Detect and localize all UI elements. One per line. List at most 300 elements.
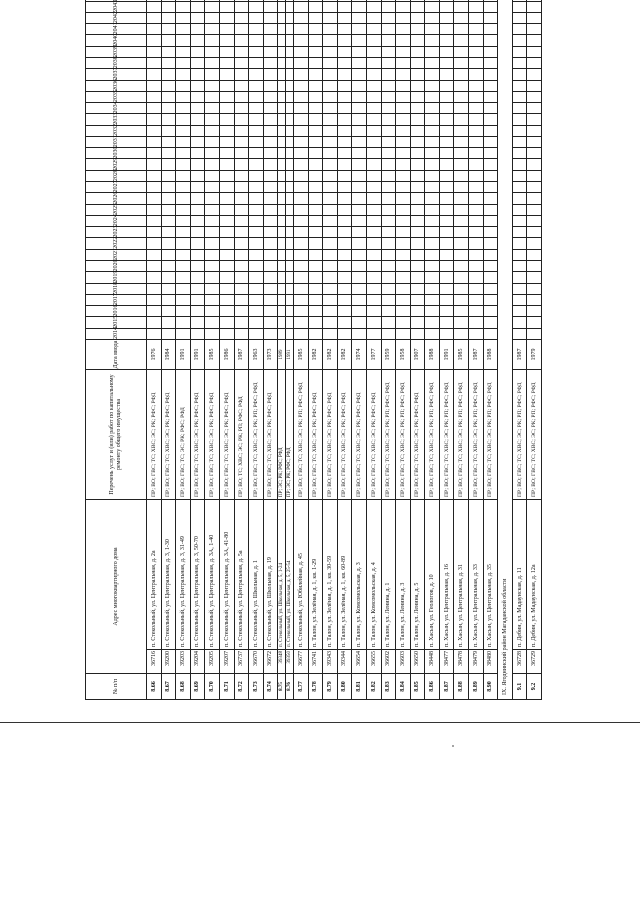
year-cell-2044: [234, 0, 249, 1]
year-cell-2029: [469, 159, 484, 170]
table-row: [147, 0, 162, 700]
row-number: 8.87: [439, 674, 454, 700]
year-cell-2027: [366, 182, 381, 193]
year-cell-2034: [396, 103, 411, 114]
year-cell-2029: [147, 159, 162, 170]
year-cell-2036: [410, 80, 425, 91]
house-code: 36677: [293, 650, 308, 674]
year-cell-2020: [396, 261, 411, 272]
year-cell-2032: [161, 125, 176, 136]
year-cell-2022: [469, 238, 484, 249]
year-cell-2044: [454, 0, 469, 1]
year-cell-2017: [286, 294, 294, 305]
year-cell-2031: [249, 136, 264, 147]
service-list: ПР; ВО; ГВС; ТС; ХВС; ЭС; РК; РП; РФС; РФД: [425, 370, 440, 500]
year-cell-2041: [381, 24, 396, 35]
year-cell-2024: [293, 215, 308, 226]
year-cell-2028: [483, 170, 498, 181]
house-address: п. Талон, ул. Комсомольская, д. 3: [352, 500, 367, 650]
year-built: 1976: [147, 340, 162, 370]
year-cell-2021: [278, 249, 286, 260]
year-cell-2016: [366, 306, 381, 317]
year-cell-2025: [263, 204, 278, 215]
year-cell-2033: [147, 114, 162, 125]
year-cell-2017: [249, 294, 264, 305]
year-built: 1979: [527, 340, 542, 370]
year-cell-2028: [286, 170, 294, 181]
year-cell-2041: [286, 24, 294, 35]
year-cell-2041: [205, 24, 220, 35]
year-cell-2016: [439, 306, 454, 317]
row-number: 8.72: [234, 674, 249, 700]
year-cell-2016: [176, 306, 191, 317]
year-cell-2036: [337, 80, 352, 91]
year-cell-2021: [205, 249, 220, 260]
year-cell-2026: [205, 193, 220, 204]
year-cell-2031: [381, 136, 396, 147]
year-cell-2040: [147, 35, 162, 46]
year-cell-2044: [527, 0, 542, 1]
year-cell-2017: [396, 294, 411, 305]
year-cell-2024: [219, 215, 234, 226]
year-cell-2022: [278, 238, 286, 249]
year-cell-2040: [366, 35, 381, 46]
year-cell-2034: [219, 103, 234, 114]
header-year-2020: 2020: [86, 261, 147, 272]
year-cell-2041: [263, 24, 278, 35]
house-code: 38479: [469, 650, 484, 674]
year-cell-2019: [439, 272, 454, 283]
year-cell-2030: [352, 148, 367, 159]
year-cell-2034: [176, 103, 191, 114]
year-cell-2037: [190, 69, 205, 80]
year-cell-2026: [337, 193, 352, 204]
year-cell-2044: [278, 0, 286, 1]
table-row: [234, 0, 249, 700]
year-cell-2038: [454, 57, 469, 68]
year-cell-2018: [176, 283, 191, 294]
year-built: 1985: [293, 340, 308, 370]
year-cell-2021: [454, 249, 469, 260]
year-cell-2019: [293, 272, 308, 283]
year-cell-2039: [263, 46, 278, 57]
year-cell-2019: [308, 272, 323, 283]
year-cell-2044: [190, 0, 205, 1]
year-cell-2022: [190, 238, 205, 249]
year-cell-2022: [425, 238, 440, 249]
service-list: ПР; ВО; ГВС; ТС; ХВС; ЭС; РК; РФС; РФД: [308, 370, 323, 500]
year-cell-2027: [454, 182, 469, 193]
year-cell-2017: [293, 294, 308, 305]
year-cell-2017: [439, 294, 454, 305]
year-cell-2038: [396, 57, 411, 68]
year-cell-2029: [205, 159, 220, 170]
year-built: 1958: [396, 340, 411, 370]
house-code: 39205: [205, 650, 220, 674]
year-cell-2028: [205, 170, 220, 181]
year-cell-2028: [234, 170, 249, 181]
year-cell-2033: [512, 114, 527, 125]
row-number: 9.1: [512, 674, 527, 700]
year-cell-2016: [425, 306, 440, 317]
year-cell-2015: [190, 317, 205, 328]
year-cell-2022: [219, 238, 234, 249]
year-cell-2015: [308, 317, 323, 328]
year-cell-2028: [527, 170, 542, 181]
year-cell-2036: [454, 80, 469, 91]
year-cell-2031: [527, 136, 542, 147]
year-cell-2039: [234, 46, 249, 57]
year-cell-2036: [234, 80, 249, 91]
year-cell-2022: [293, 238, 308, 249]
year-cell-2032: [410, 125, 425, 136]
year-cell-2024: [410, 215, 425, 226]
year-cell-2035: [293, 91, 308, 102]
year-cell-2030: [410, 148, 425, 159]
year-cell-2035: [512, 91, 527, 102]
scan-speck: [452, 745, 454, 747]
house-address: п. Стекольный, ул. Юбилейная, д. 45: [293, 500, 308, 650]
year-cell-2043: [278, 1, 286, 12]
year-cell-2041: [234, 24, 249, 35]
year-cell-2036: [483, 80, 498, 91]
header-num: № п/п: [86, 674, 147, 700]
year-cell-2014: [286, 328, 294, 339]
year-cell-2030: [161, 148, 176, 159]
row-number: 8.67: [161, 674, 176, 700]
year-cell-2042: [278, 12, 286, 23]
service-list: ПР; ЭС; РК; РФС; РФД: [278, 370, 286, 500]
year-cell-2043: [205, 1, 220, 12]
year-cell-2026: [512, 193, 527, 204]
year-cell-2035: [381, 91, 396, 102]
year-cell-2026: [381, 193, 396, 204]
year-cell-2043: [337, 1, 352, 12]
year-cell-2022: [286, 238, 294, 249]
year-cell-2044: [425, 0, 440, 1]
year-cell-2026: [454, 193, 469, 204]
year-cell-2035: [219, 91, 234, 102]
year-cell-2026: [293, 193, 308, 204]
year-cell-2018: [381, 283, 396, 294]
year-cell-2032: [278, 125, 286, 136]
year-cell-2018: [161, 283, 176, 294]
year-cell-2044: [323, 0, 338, 1]
year-cell-2033: [278, 114, 286, 125]
year-cell-2022: [234, 238, 249, 249]
year-cell-2014: [352, 328, 367, 339]
house-address: п. Талон, ул. Зелёная, д. 1, кв. 1-29: [308, 500, 323, 650]
year-cell-2040: [286, 35, 294, 46]
year-cell-2039: [454, 46, 469, 57]
year-cell-2038: [263, 57, 278, 68]
year-cell-2014: [396, 328, 411, 339]
year-cell-2020: [249, 261, 264, 272]
year-cell-2044: [352, 0, 367, 1]
year-cell-2024: [454, 215, 469, 226]
table-row: [190, 0, 205, 700]
year-cell-2020: [483, 261, 498, 272]
year-cell-2034: [278, 103, 286, 114]
year-cell-2040: [337, 35, 352, 46]
year-cell-2018: [337, 283, 352, 294]
year-cell-2016: [323, 306, 338, 317]
year-cell-2042: [293, 12, 308, 23]
year-cell-2014: [337, 328, 352, 339]
year-cell-2039: [219, 46, 234, 57]
year-cell-2041: [483, 24, 498, 35]
year-cell-2027: [293, 182, 308, 193]
table-row: [278, 0, 286, 700]
year-cell-2021: [439, 249, 454, 260]
year-cell-2020: [234, 261, 249, 272]
year-cell-2020: [308, 261, 323, 272]
house-code: 38480: [483, 650, 498, 674]
year-cell-2022: [176, 238, 191, 249]
rotated-table-wrapper: [85, 0, 585, 700]
header-year-built: Дата ввода: [86, 340, 147, 370]
year-cell-2036: [425, 80, 440, 91]
year-cell-2027: [410, 182, 425, 193]
house-code: 36655: [366, 650, 381, 674]
year-cell-2043: [483, 1, 498, 12]
year-cell-2032: [190, 125, 205, 136]
year-cell-2037: [366, 69, 381, 80]
year-cell-2025: [323, 204, 338, 215]
year-cell-2021: [381, 249, 396, 260]
year-cell-2031: [469, 136, 484, 147]
year-cell-2041: [396, 24, 411, 35]
year-cell-2023: [205, 227, 220, 238]
house-address: п. Талон, ул. Зелёная, д. 1, кв. 60-89: [337, 500, 352, 650]
year-cell-2015: [410, 317, 425, 328]
year-cell-2039: [527, 46, 542, 57]
year-cell-2024: [469, 215, 484, 226]
year-cell-2031: [439, 136, 454, 147]
year-cell-2044: [293, 0, 308, 1]
year-cell-2038: [337, 57, 352, 68]
year-cell-2015: [293, 317, 308, 328]
year-cell-2025: [176, 204, 191, 215]
year-cell-2042: [381, 12, 396, 23]
year-cell-2026: [190, 193, 205, 204]
year-cell-2020: [219, 261, 234, 272]
year-cell-2039: [410, 46, 425, 57]
year-cell-2025: [278, 204, 286, 215]
year-cell-2015: [234, 317, 249, 328]
year-cell-2016: [396, 306, 411, 317]
year-cell-2018: [527, 283, 542, 294]
year-cell-2035: [323, 91, 338, 102]
year-cell-2032: [234, 125, 249, 136]
year-cell-2030: [176, 148, 191, 159]
year-cell-2044: [147, 0, 162, 1]
year-cell-2034: [249, 103, 264, 114]
year-cell-2025: [396, 204, 411, 215]
house-address: п. Хасын, ул. Центральная, д. 35: [483, 500, 498, 650]
year-cell-2026: [527, 193, 542, 204]
year-cell-2028: [161, 170, 176, 181]
year-cell-2016: [512, 306, 527, 317]
year-cell-2019: [278, 272, 286, 283]
year-cell-2017: [278, 294, 286, 305]
row-number: 8.85: [410, 674, 425, 700]
year-cell-2033: [219, 114, 234, 125]
year-cell-2017: [527, 294, 542, 305]
year-cell-2019: [249, 272, 264, 283]
year-cell-2035: [337, 91, 352, 102]
year-cell-2023: [527, 227, 542, 238]
year-cell-2016: [293, 306, 308, 317]
year-cell-2034: [512, 103, 527, 114]
year-cell-2030: [454, 148, 469, 159]
year-cell-2018: [293, 283, 308, 294]
year-cell-2018: [147, 283, 162, 294]
year-cell-2043: [410, 1, 425, 12]
year-cell-2015: [352, 317, 367, 328]
year-cell-2021: [293, 249, 308, 260]
year-cell-2033: [205, 114, 220, 125]
year-cell-2017: [425, 294, 440, 305]
year-cell-2023: [293, 227, 308, 238]
year-cell-2023: [323, 227, 338, 238]
header-year-2035: 2035: [86, 91, 147, 102]
year-cell-2035: [527, 91, 542, 102]
year-cell-2026: [323, 193, 338, 204]
service-list: ПР; ВО; ГВС; ТС; ХВС; ЭС; РК; РП; РФС; РФД: [483, 370, 498, 500]
year-cell-2034: [161, 103, 176, 114]
page-separator-line: [0, 722, 640, 723]
year-cell-2019: [286, 272, 294, 283]
year-cell-2021: [263, 249, 278, 260]
year-cell-2025: [293, 204, 308, 215]
year-cell-2029: [219, 159, 234, 170]
year-cell-2024: [286, 215, 294, 226]
year-cell-2042: [512, 12, 527, 23]
table-row: [483, 0, 498, 700]
house-address: п. Стекольный, ул. Центральная, д. 3, 50-70: [190, 500, 205, 650]
year-cell-2033: [366, 114, 381, 125]
year-cell-2038: [352, 57, 367, 68]
year-cell-2015: [396, 317, 411, 328]
year-cell-2019: [396, 272, 411, 283]
row-number: 8.90: [483, 674, 498, 700]
year-built: 1974: [352, 340, 367, 370]
service-list: ПР; ВО; ТС; ХВС; ЭС; РК; РП; РФС; РФД: [234, 370, 249, 500]
year-cell-2044: [308, 0, 323, 1]
year-cell-2019: [205, 272, 220, 283]
year-cell-2016: [263, 306, 278, 317]
year-cell-2018: [190, 283, 205, 294]
year-built: 1987: [234, 340, 249, 370]
year-cell-2036: [176, 80, 191, 91]
table-body: [147, 0, 542, 700]
year-cell-2033: [352, 114, 367, 125]
year-cell-2022: [410, 238, 425, 249]
year-cell-2032: [205, 125, 220, 136]
year-cell-2016: [219, 306, 234, 317]
year-cell-2042: [469, 12, 484, 23]
year-cell-2042: [352, 12, 367, 23]
year-cell-2028: [337, 170, 352, 181]
year-cell-2038: [219, 57, 234, 68]
year-cell-2024: [396, 215, 411, 226]
year-cell-2033: [323, 114, 338, 125]
year-cell-2036: [352, 80, 367, 91]
year-cell-2027: [337, 182, 352, 193]
table-row: [352, 0, 367, 700]
year-cell-2039: [337, 46, 352, 57]
row-number: 8.66: [147, 674, 162, 700]
house-address: п. Стекольный, ул. Центральная, д. 5а: [234, 500, 249, 650]
row-number: 8.69: [190, 674, 205, 700]
year-cell-2034: [205, 103, 220, 114]
year-cell-2015: [323, 317, 338, 328]
year-cell-2027: [190, 182, 205, 193]
header-address: Адрес многоквартирного дома: [86, 500, 147, 674]
year-cell-2017: [410, 294, 425, 305]
row-number: 8.78: [308, 674, 323, 700]
year-cell-2030: [337, 148, 352, 159]
year-cell-2028: [308, 170, 323, 181]
year-cell-2018: [512, 283, 527, 294]
year-cell-2037: [234, 69, 249, 80]
year-cell-2042: [249, 12, 264, 23]
year-cell-2042: [425, 12, 440, 23]
year-cell-2039: [293, 46, 308, 57]
year-cell-2015: [147, 317, 162, 328]
year-cell-2019: [323, 272, 338, 283]
year-cell-2022: [205, 238, 220, 249]
year-cell-2019: [147, 272, 162, 283]
year-cell-2017: [352, 294, 367, 305]
year-cell-2040: [176, 35, 191, 46]
header-year-2025: 2025: [86, 204, 147, 215]
year-built: 1991: [176, 340, 191, 370]
year-cell-2038: [147, 57, 162, 68]
year-cell-2015: [176, 317, 191, 328]
header-year-2042: 2042: [86, 12, 147, 23]
year-cell-2019: [176, 272, 191, 283]
year-cell-2033: [293, 114, 308, 125]
year-cell-2021: [469, 249, 484, 260]
year-cell-2026: [439, 193, 454, 204]
year-cell-2041: [366, 24, 381, 35]
header-year-2031: 2031: [86, 136, 147, 147]
year-cell-2024: [323, 215, 338, 226]
year-cell-2017: [219, 294, 234, 305]
year-cell-2014: [454, 328, 469, 339]
year-cell-2040: [190, 35, 205, 46]
year-cell-2016: [308, 306, 323, 317]
row-number: 8.68: [176, 674, 191, 700]
year-cell-2018: [249, 283, 264, 294]
year-cell-2043: [176, 1, 191, 12]
year-cell-2019: [161, 272, 176, 283]
year-cell-2041: [527, 24, 542, 35]
year-cell-2036: [469, 80, 484, 91]
year-cell-2030: [234, 148, 249, 159]
year-cell-2027: [147, 182, 162, 193]
year-cell-2042: [396, 12, 411, 23]
year-cell-2040: [161, 35, 176, 46]
year-cell-2018: [263, 283, 278, 294]
year-cell-2029: [286, 159, 294, 170]
year-cell-2037: [410, 69, 425, 80]
year-cell-2032: [337, 125, 352, 136]
header-year-2029: 2029: [86, 159, 147, 170]
year-cell-2020: [381, 261, 396, 272]
